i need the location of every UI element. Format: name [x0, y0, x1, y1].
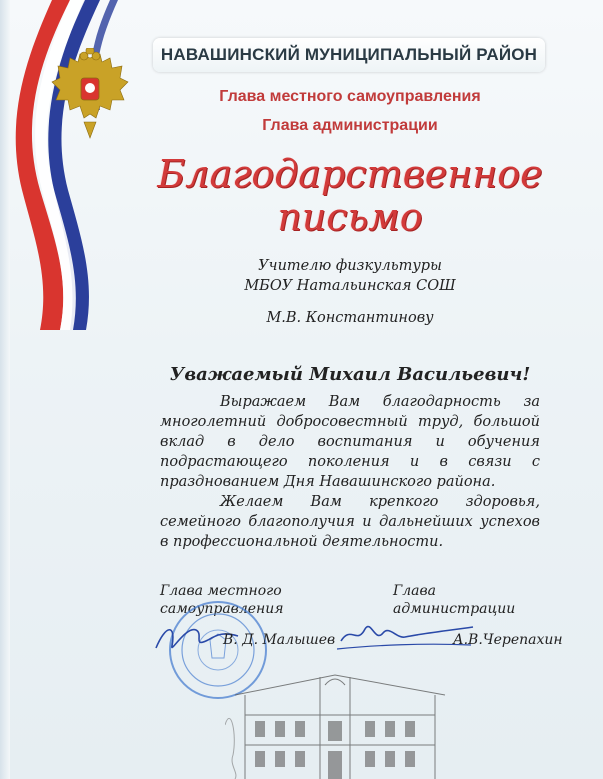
position-heading-1: Глава местного самоуправления: [219, 88, 481, 105]
letter-title-line-2: письмо: [277, 195, 423, 239]
position-heading-2: Глава администрации: [262, 117, 438, 134]
recipient-school: МБОУ Натальинская СОШ: [244, 278, 456, 294]
body-paragraph-2: Желаем Вам крепкого здоровья, семейного благополучия и дальнейших успехов в профессиональной деятельности.: [160, 494, 540, 550]
right-signatory-title: [393, 582, 515, 618]
greeting: Уважаемый Михаил Васильевич!: [169, 364, 531, 385]
left-signatory-title-line-1: Глава местного: [160, 583, 282, 599]
recipient-name: М.В. Константинову: [266, 310, 434, 326]
administration-building-sketch: [225, 655, 455, 779]
letter-body: [160, 392, 540, 552]
coat-of-arms-emblem: [50, 48, 130, 140]
district-name: НАВАШИНСКИЙ МУНИЦИПАЛЬНЫЙ РАЙОН: [160, 45, 538, 64]
left-signatory-title-line-2: самоуправления: [160, 601, 284, 617]
body-paragraph-1: Выражаем Вам благодарность за многолетний добросовестный труд, большой вклад в дело воспитания и обучения подрастающего поколения и в связи с празднованием Дня Навашинского района.: [160, 394, 540, 490]
right-signatory-title-line-2: администрации: [393, 601, 516, 617]
recipient-role: Учителю физкультуры: [258, 258, 442, 274]
district-header-plate: [153, 38, 545, 72]
letter-title-line-1: Благодарственное: [157, 152, 543, 196]
right-signatory-name: А.В.Черепахин: [453, 632, 563, 648]
left-signatory-name: В. Д. Малышев: [223, 632, 336, 648]
right-signatory-title-line-1: Глава: [393, 583, 437, 599]
